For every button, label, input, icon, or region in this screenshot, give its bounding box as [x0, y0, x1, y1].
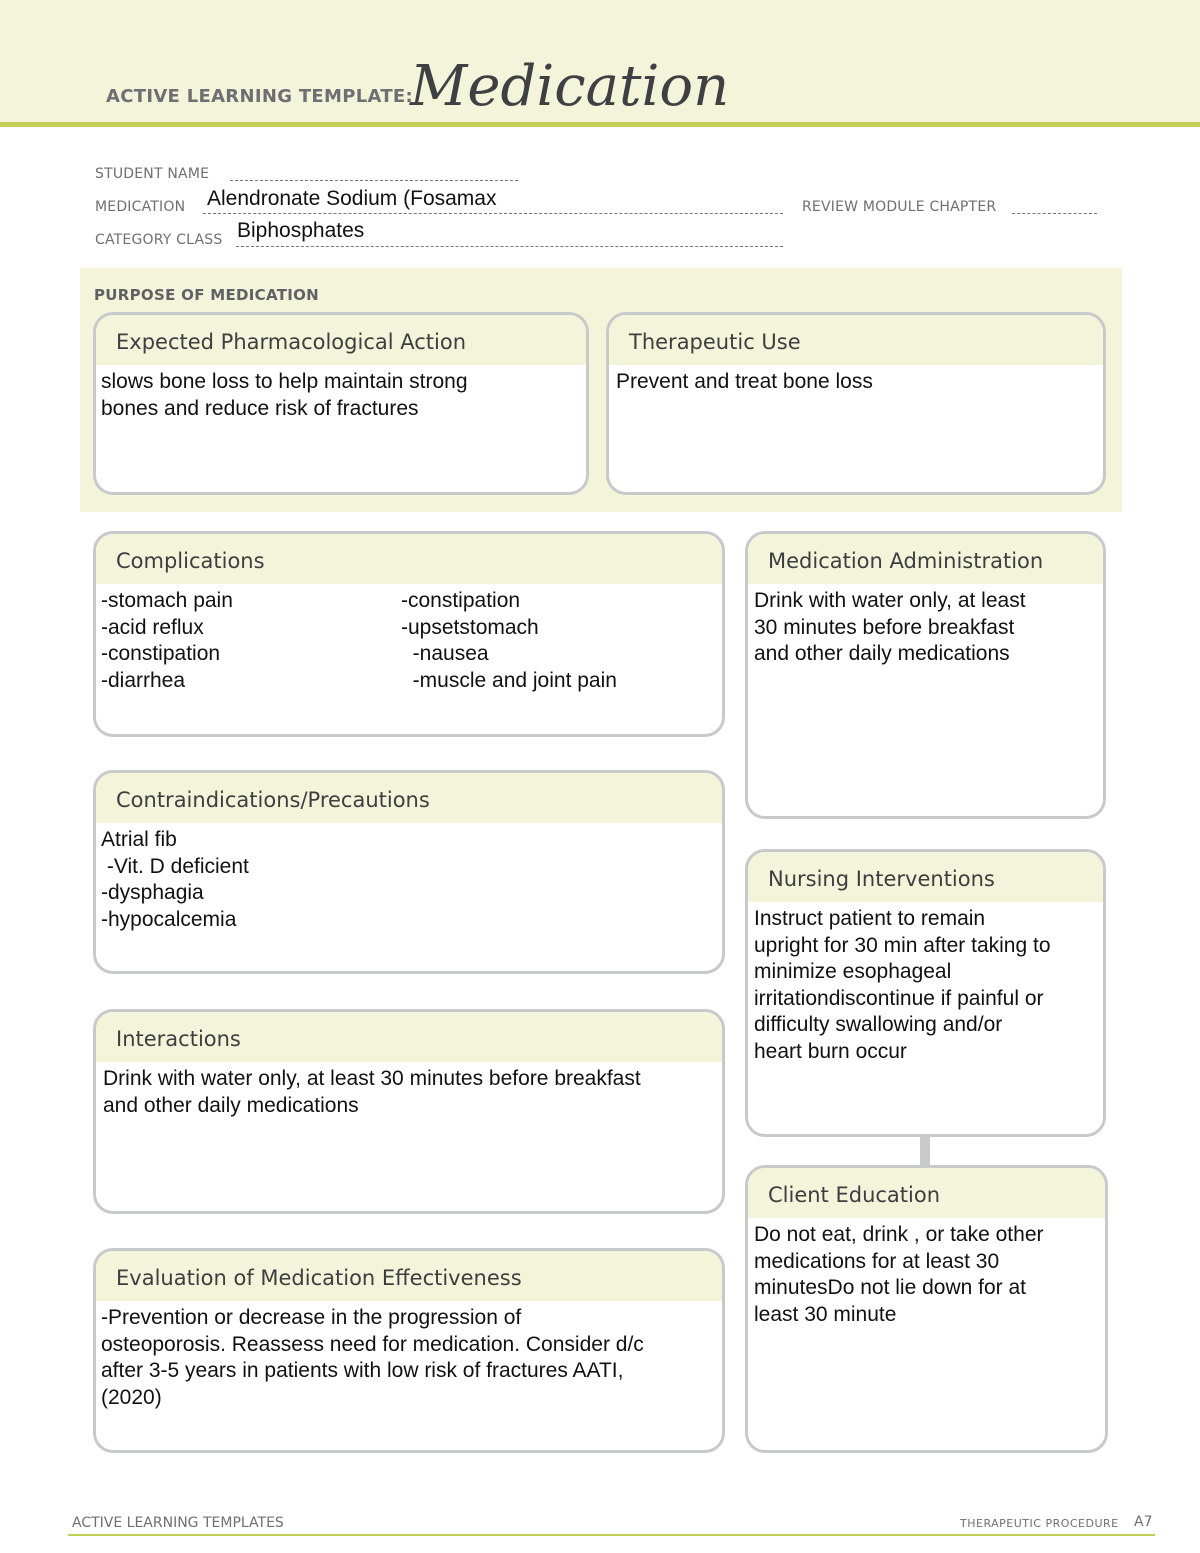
nursing-interventions-body[interactable]: Instruct patient to remain upright for 30 min after taking to minimize esophageal irritationdiscontinue if painful or difficulty swallowing and/or heart burn occur [754, 907, 1051, 1063]
therapeutic-use-body[interactable]: Prevent and treat bone loss [616, 370, 873, 393]
therapeutic-use-box [606, 312, 1106, 495]
medication-field[interactable] [203, 213, 783, 214]
evaluation-body[interactable]: -Prevention or decrease in the progression of osteoporosis. Reassess need for medication. Consider d/c after 3-5 years in patients with low risk of fractures AATI, (2020) [101, 1306, 644, 1409]
client-education-title: Client Education [748, 1168, 1105, 1218]
medication-value: Alendronate Sodium (Fosamax [207, 187, 497, 210]
medication-administration-body[interactable]: Drink with water only, at least 30 minutes before breakfast and other daily medications [754, 589, 1026, 665]
footer-rule [68, 1534, 1155, 1536]
purpose-label: PURPOSE OF MEDICATION [94, 286, 320, 304]
client-education-body[interactable]: Do not eat, drink , or take other medications for at least 30 minutesDo not lie down for at least 30 minute [754, 1223, 1044, 1326]
contraindications-body[interactable]: Atrial fib -Vit. D deficient -dysphagia -hypocalcemia [101, 828, 249, 931]
review-module-label: REVIEW MODULE CHAPTER [802, 199, 997, 215]
expected-action-title: Expected Pharmacological Action [96, 315, 586, 365]
evaluation-title: Evaluation of Medication Effectiveness [96, 1251, 722, 1301]
nursing-interventions-box [745, 849, 1106, 1137]
nursing-interventions-title: Nursing Interventions [748, 852, 1103, 902]
student-name-label: STUDENT NAME [95, 166, 210, 182]
footer-page-number: A7 [1134, 1514, 1153, 1530]
connector-line [920, 1135, 930, 1165]
complications-box [93, 531, 725, 737]
page-title: Medication [410, 54, 730, 119]
medication-administration-box [745, 531, 1106, 819]
complications-col1: -stomach pain -acid reflux -constipation -diarrhea [101, 589, 233, 692]
footer-left-text: ACTIVE LEARNING TEMPLATES [72, 1515, 284, 1531]
expected-action-body[interactable]: slows bone loss to help maintain strong bones and reduce risk of fractures [101, 370, 468, 420]
evaluation-box [93, 1248, 725, 1453]
category-class-label: CATEGORY CLASS [95, 232, 223, 248]
therapeutic-use-title: Therapeutic Use [609, 315, 1103, 365]
contraindications-title: Contraindications/Precautions [96, 773, 722, 823]
student-name-field[interactable] [230, 180, 518, 181]
interactions-box [93, 1009, 725, 1214]
medication-label: MEDICATION [95, 199, 186, 215]
client-education-box [745, 1165, 1108, 1453]
contraindications-box [93, 770, 725, 974]
category-class-value: Biphosphates [237, 219, 365, 242]
footer-right-text: THERAPEUTIC PROCEDURE [960, 1517, 1119, 1530]
review-module-field[interactable] [1012, 213, 1097, 214]
category-class-field[interactable] [236, 246, 783, 247]
medication-administration-title: Medication Administration [748, 534, 1103, 584]
interactions-title: Interactions [96, 1012, 722, 1062]
expected-action-box [93, 312, 589, 495]
template-label: ACTIVE LEARNING TEMPLATE: [106, 86, 413, 107]
complications-col2: -constipation -upsetstomach -nausea -muscle and joint pain [401, 589, 617, 692]
header-rule [0, 122, 1200, 127]
interactions-body[interactable]: Drink with water only, at least 30 minutes before breakfast and other daily medications [103, 1067, 641, 1117]
complications-title: Complications [96, 534, 722, 584]
